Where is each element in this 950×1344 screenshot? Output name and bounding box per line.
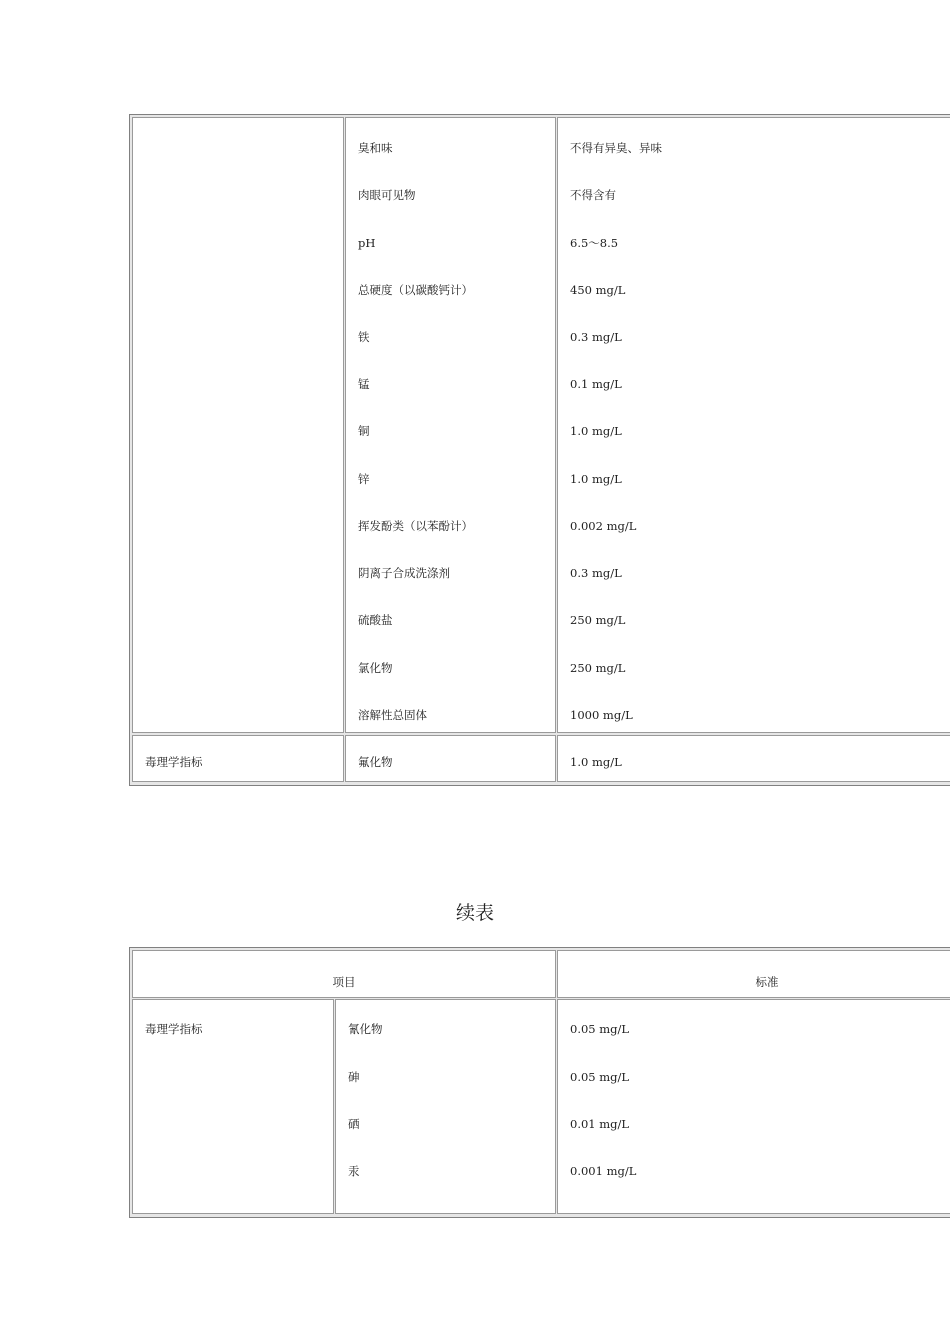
standard-value: 不得含有 bbox=[570, 188, 616, 202]
standard-value: 250 mg/L bbox=[570, 661, 626, 675]
item-label: 铁 bbox=[358, 330, 370, 344]
item-column-cell bbox=[345, 117, 556, 733]
item-label: 氟化物 bbox=[358, 755, 393, 769]
continued-table bbox=[129, 947, 950, 1218]
group-label: 毒理学指标 bbox=[145, 1022, 203, 1036]
item-label: 锰 bbox=[358, 377, 370, 391]
standard-column-cell bbox=[557, 999, 950, 1214]
standard-value: 不得有异臭、异味 bbox=[570, 141, 662, 155]
standard-value: 1.0 mg/L bbox=[570, 755, 622, 769]
item-label: 溶解性总固体 bbox=[358, 708, 427, 722]
group-label-cell bbox=[132, 117, 344, 733]
item-label: 硫酸盐 bbox=[358, 613, 393, 627]
item-label: 总硬度（以碳酸钙计） bbox=[358, 283, 473, 297]
standard-value: 0.3 mg/L bbox=[570, 566, 622, 580]
item-label: 肉眼可见物 bbox=[358, 188, 416, 202]
standard-value: 0.3 mg/L bbox=[570, 330, 622, 344]
item-label: 挥发酚类（以苯酚计） bbox=[358, 519, 473, 533]
standard-column-cell bbox=[557, 735, 950, 782]
item-label: pH bbox=[358, 236, 376, 250]
item-label: 砷 bbox=[348, 1070, 360, 1084]
item-label: 阴离子合成洗涤剂 bbox=[358, 566, 450, 580]
header-item-cell bbox=[132, 950, 556, 998]
standard-value: 1.0 mg/L bbox=[570, 424, 622, 438]
table-caption: 续表 bbox=[455, 902, 494, 924]
standard-value: 1.0 mg/L bbox=[570, 472, 622, 486]
item-label: 氯化物 bbox=[358, 661, 393, 675]
standard-value: 6.5～8.5 bbox=[570, 236, 619, 250]
header-standard-cell bbox=[557, 950, 950, 998]
standard-value: 250 mg/L bbox=[570, 613, 626, 627]
standard-value: 450 mg/L bbox=[570, 283, 626, 297]
item-label: 臭和味 bbox=[358, 141, 393, 155]
standard-value: 0.05 mg/L bbox=[570, 1070, 630, 1084]
group-label-cell bbox=[132, 735, 344, 782]
standard-value: 0.1 mg/L bbox=[570, 377, 622, 391]
standard-value: 0.01 mg/L bbox=[570, 1117, 630, 1131]
standard-value: 0.002 mg/L bbox=[570, 519, 637, 533]
standard-value: 0.05 mg/L bbox=[570, 1022, 630, 1036]
item-label: 锌 bbox=[358, 472, 370, 486]
standards-table bbox=[129, 114, 950, 786]
item-column-cell bbox=[335, 999, 556, 1214]
item-column-cell bbox=[345, 735, 556, 782]
standard-column-cell bbox=[557, 117, 950, 733]
item-label: 硒 bbox=[348, 1117, 360, 1131]
item-label: 氰化物 bbox=[348, 1022, 383, 1036]
item-label: 汞 bbox=[348, 1164, 360, 1178]
group-label-cell bbox=[132, 999, 334, 1214]
header-item-label: 项目 bbox=[332, 975, 356, 989]
header-standard-label: 标准 bbox=[755, 975, 779, 989]
standard-value: 1000 mg/L bbox=[570, 708, 633, 722]
group-label: 毒理学指标 bbox=[145, 755, 203, 769]
standard-value: 0.001 mg/L bbox=[570, 1164, 637, 1178]
item-label: 铜 bbox=[358, 424, 370, 438]
